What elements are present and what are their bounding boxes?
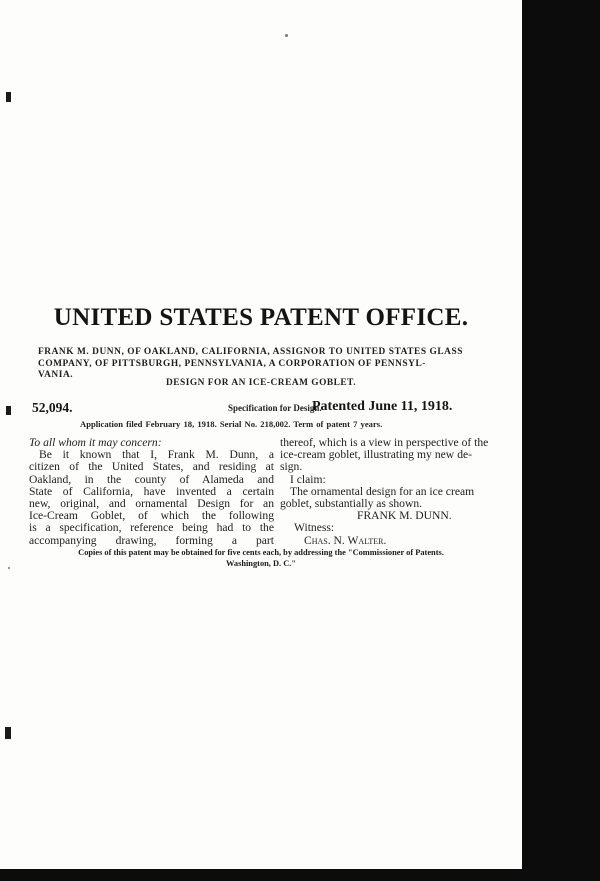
copies-notice-line: Copies of this patent may be obtained for five cents each, by addressing the "Commissioner of Patents. — [78, 548, 444, 557]
assignor-line: VANIA. — [38, 370, 74, 380]
body-line: Ice-Cream Goblet, of which the following — [29, 509, 274, 523]
scan-mark — [5, 727, 11, 739]
body-line: State of California, have invented a certain — [29, 484, 274, 498]
specification-label: Specification for Design. — [228, 403, 322, 413]
copies-notice-line: Washington, D. C." — [225, 559, 297, 568]
scan-edge-bottom — [0, 869, 600, 881]
inventor-signature: FRANK M. DUNN. — [357, 509, 452, 523]
body-line: is a specification, reference being had to the — [29, 521, 274, 535]
claim-line: goblet, substantially as shown. — [280, 497, 423, 511]
office-title: UNITED STATES PATENT OFFICE. — [53, 304, 469, 331]
body-line: thereof, which is a view in perspective of the — [280, 436, 489, 449]
right-column — [280, 436, 489, 547]
claim-line: The ornamental design for an ice cream — [290, 484, 475, 498]
design-title: DESIGN FOR AN ICE-CREAM GOBLET. — [165, 378, 357, 388]
witness-label: Witness: — [294, 521, 335, 535]
body-line: new, original, and ornamental Design for an — [29, 497, 274, 511]
left-column — [29, 437, 274, 547]
scan-mark — [6, 406, 11, 415]
patented-date: Patented June 11, 1918. — [312, 399, 453, 414]
body-line: citizen of the United States, and residing at — [29, 460, 274, 474]
assignor-line: COMPANY, OF PITTSBURGH, PENNSYLVANIA, A CORPORATION OF PENNSYL- — [38, 358, 426, 369]
scan-mark — [6, 92, 11, 102]
body-line: ice-cream goblet, illustrating my new de- — [280, 448, 472, 462]
assignor-statement — [38, 347, 498, 382]
salutation: To all whom it may concern: — [29, 436, 162, 449]
application-line: Application filed February 18, 1918. Serial No. 218,002. Term of patent 7 years. — [80, 419, 383, 429]
patent-number: 52,094. — [32, 400, 73, 415]
claim-intro: I claim: — [290, 472, 326, 486]
body-line: accompanying drawing, forming a part — [29, 533, 274, 547]
copies-notice — [0, 547, 522, 569]
scan-dot — [285, 34, 288, 37]
body-line: sign. — [280, 460, 303, 474]
body-line: Be it known that I, Frank M. Dunn, a — [39, 448, 274, 462]
body-line: Oakland, in the county of Alameda and — [29, 472, 274, 486]
scan-edge-right — [522, 0, 600, 881]
witness-name: Chas. N. Walter. — [304, 533, 387, 547]
assignor-line: FRANK M. DUNN, OF OAKLAND, CALIFORNIA, ASSIGNOR TO UNITED STATES GLASS — [38, 347, 464, 357]
